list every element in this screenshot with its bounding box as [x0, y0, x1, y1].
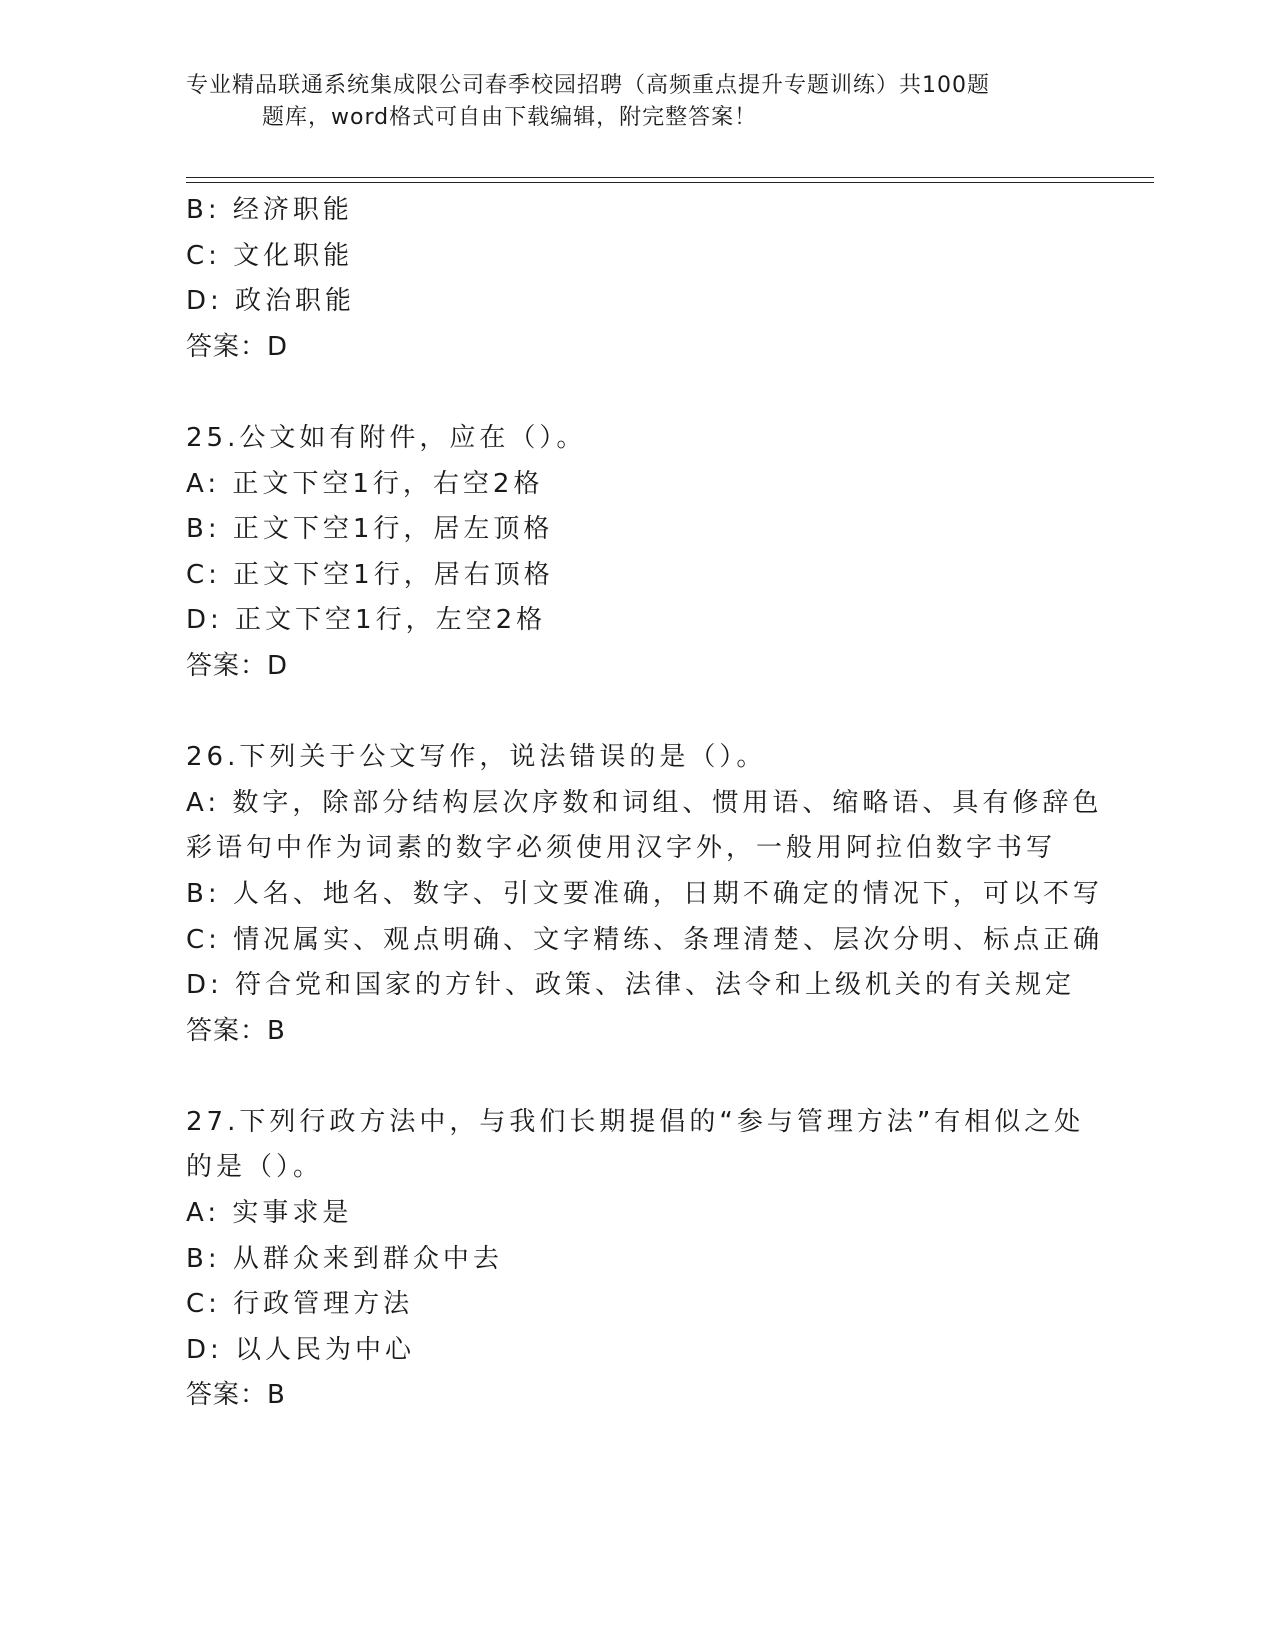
header-line-2: 题库，word格式可自由下载编辑，附完整答案！: [262, 105, 758, 130]
q26-option-a: A: 数字，除部分结构层次序数和词组、惯用语、缩略语、具有修辞色: [186, 787, 1103, 818]
q27-option-a: A: 实事求是: [186, 1198, 353, 1229]
q26-option-b: B: 人名、地名、数字、引文要准确，日期不确定的情况下，可以不写: [186, 878, 1103, 909]
q25-answer: 答案：D: [186, 650, 289, 681]
q25-option-a: A: 正文下空1行，右空2格: [186, 468, 544, 499]
q24-option-d: D: 政治职能: [186, 286, 356, 317]
header-rule-top: [186, 177, 1154, 178]
q27-question-line-1: 27.下列行政方法中，与我们长期提倡的“参与管理方法”有相似之处: [186, 1106, 1085, 1137]
q27-answer: 答案：B: [186, 1380, 286, 1411]
spacer: [186, 370, 1086, 416]
q27-option-d: D: 以人民为中心: [186, 1334, 416, 1365]
q25-option-b: B: 正文下空1行，居左顶格: [186, 514, 554, 545]
document-header: [186, 70, 1066, 134]
q27-question-line-2: 的是（）。: [186, 1152, 324, 1183]
q27-option-c: C: 行政管理方法: [186, 1289, 414, 1320]
q24-option-c: C: 文化职能: [186, 240, 354, 271]
q25-option-d: D: 正文下空1行，左空2格: [186, 605, 547, 636]
q26-question: 26.下列关于公文写作，说法错误的是（）。: [186, 742, 767, 773]
q26-option-d: D: 符合党和国家的方针、政策、法律、法令和上级机关的有关规定: [186, 970, 1076, 1001]
spacer: [186, 1054, 1086, 1100]
question-content: [186, 188, 1104, 1419]
q26-option-a-continued: 彩语句中作为词素的数字必须使用汉字外，一般用阿拉伯数字书写: [186, 833, 1057, 864]
header-line-1: 专业精品联通系统集成限公司春季校园招聘（高频重点提升专题训练）共100题: [186, 73, 990, 98]
q24-answer: 答案：D: [186, 331, 289, 362]
q27-option-b: B: 从群众来到群众中去: [186, 1243, 503, 1274]
q25-option-c: C: 正文下空1行，居右顶格: [186, 559, 554, 590]
q24-option-b: B: 经济职能: [186, 195, 353, 225]
q25-question: 25.公文如有附件，应在（）。: [186, 422, 587, 453]
q26-answer: 答案：B: [186, 1015, 286, 1046]
q26-option-c: C: 情况属实、观点明确、文字精练、条理清楚、层次分明、标点正确: [186, 924, 1104, 955]
header-rule-bottom: [186, 182, 1154, 183]
spacer: [186, 690, 1086, 736]
